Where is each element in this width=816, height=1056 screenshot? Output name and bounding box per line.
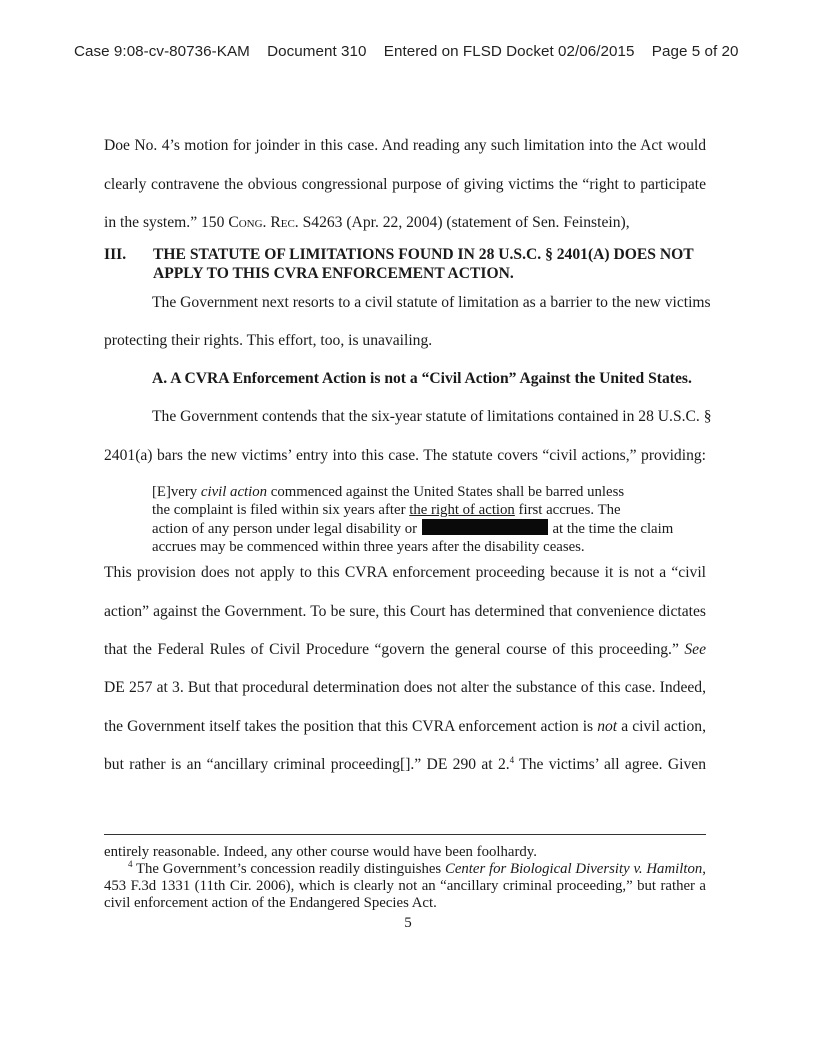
docket-entry: Entered on FLSD Docket 02/06/2015: [383, 43, 635, 60]
subsection-heading: A. A CVRA Enforcement Action is not a “Civil Action” Against the United States.: [152, 370, 692, 387]
see-signal: See: [684, 641, 706, 658]
footnote-4: $^4$ The Government’s concession readily distinguishes Center for Biological Diversity v. Hamilton, 453 F.3d 1331 (11th Cir. 2006), which is clearly not an “ancillary criminal proceeding,” but rather a civil enforcement action of the Endangered Species Act.: [104, 859, 706, 911]
footnote-divider: [104, 834, 706, 835]
case-number: Case 9:08-cv-80736-KAM: [74, 43, 250, 60]
document-number: Document 310: [267, 43, 367, 60]
footnote-continuation: entirely reasonable. Indeed, any other course would have been foolhardy.: [104, 844, 537, 860]
body-line: 2401(a) bars the new victims’ entry into this case. The statute covers “civil actions,” providing:: [104, 447, 706, 464]
body-line: that the Federal Rules of Civil Procedure “govern the general course of this proceeding.” See: [104, 641, 706, 658]
body-line: This provision does not apply to this CVRA enforcement proceeding because it is not a “civil: [104, 564, 706, 581]
body-line: DE 257 at 3. But that procedural determination does not alter the substance of this case. Indeed,: [104, 679, 706, 696]
section-heading: [104, 245, 706, 285]
section-number: III.: [104, 246, 127, 263]
body-line: in the system.” 150 Cong. Rec. S4263 (Apr. 22, 2004) (statement of Sen. Feinstein),: [104, 214, 630, 231]
body-line: but rather is an “ancillary criminal proceeding[].” DE 290 at 2.$^4$ The victims’ all agree. Given: [104, 754, 706, 773]
body-line: action” against the Government. To be sure, this Court has determined that convenience dictates: [104, 603, 706, 620]
body-line: protecting their rights. This effort, too, is unavailing.: [104, 332, 433, 349]
page-number: 5: [404, 915, 412, 931]
page-count: Page 5 of 20: [651, 43, 739, 60]
footnote-ref: 4: [509, 754, 515, 765]
body-line: The Government contends that the six-year statute of limitations contained in 28 U.S.C. §: [152, 408, 712, 425]
section-title: THE STATUTE OF LIMITATIONS FOUND IN 28 U.S.C. § 2401(A) DOES NOT APPLY TO THIS CVRA ENFORCEMENT ACTION.: [153, 246, 694, 282]
body-line: The Government next resorts to a civil statute of limitation as a barrier to the new victims: [152, 294, 711, 311]
cong-rec-citation: Cong. Rec.: [228, 214, 299, 231]
body-line: Doe No. 4’s motion for joinder in this case. And reading any such limitation into the Act would: [104, 137, 706, 154]
statute-quote: [E]very civil action commenced against the United States shall be barred unless the complaint is filed within six years after the right of action first accrues. The action of any person under legal disability or at the time the claim accrues may be commenced within three years after the disability ceases.: [152, 484, 674, 555]
body-line: the Government itself takes the position that this CVRA enforcement action is not a civil action,: [104, 718, 706, 735]
redaction-box: [422, 519, 548, 535]
body-line: clearly contravene the obvious congressional purpose of giving victims the “right to participate: [104, 176, 706, 193]
docket-header: [74, 43, 752, 60]
